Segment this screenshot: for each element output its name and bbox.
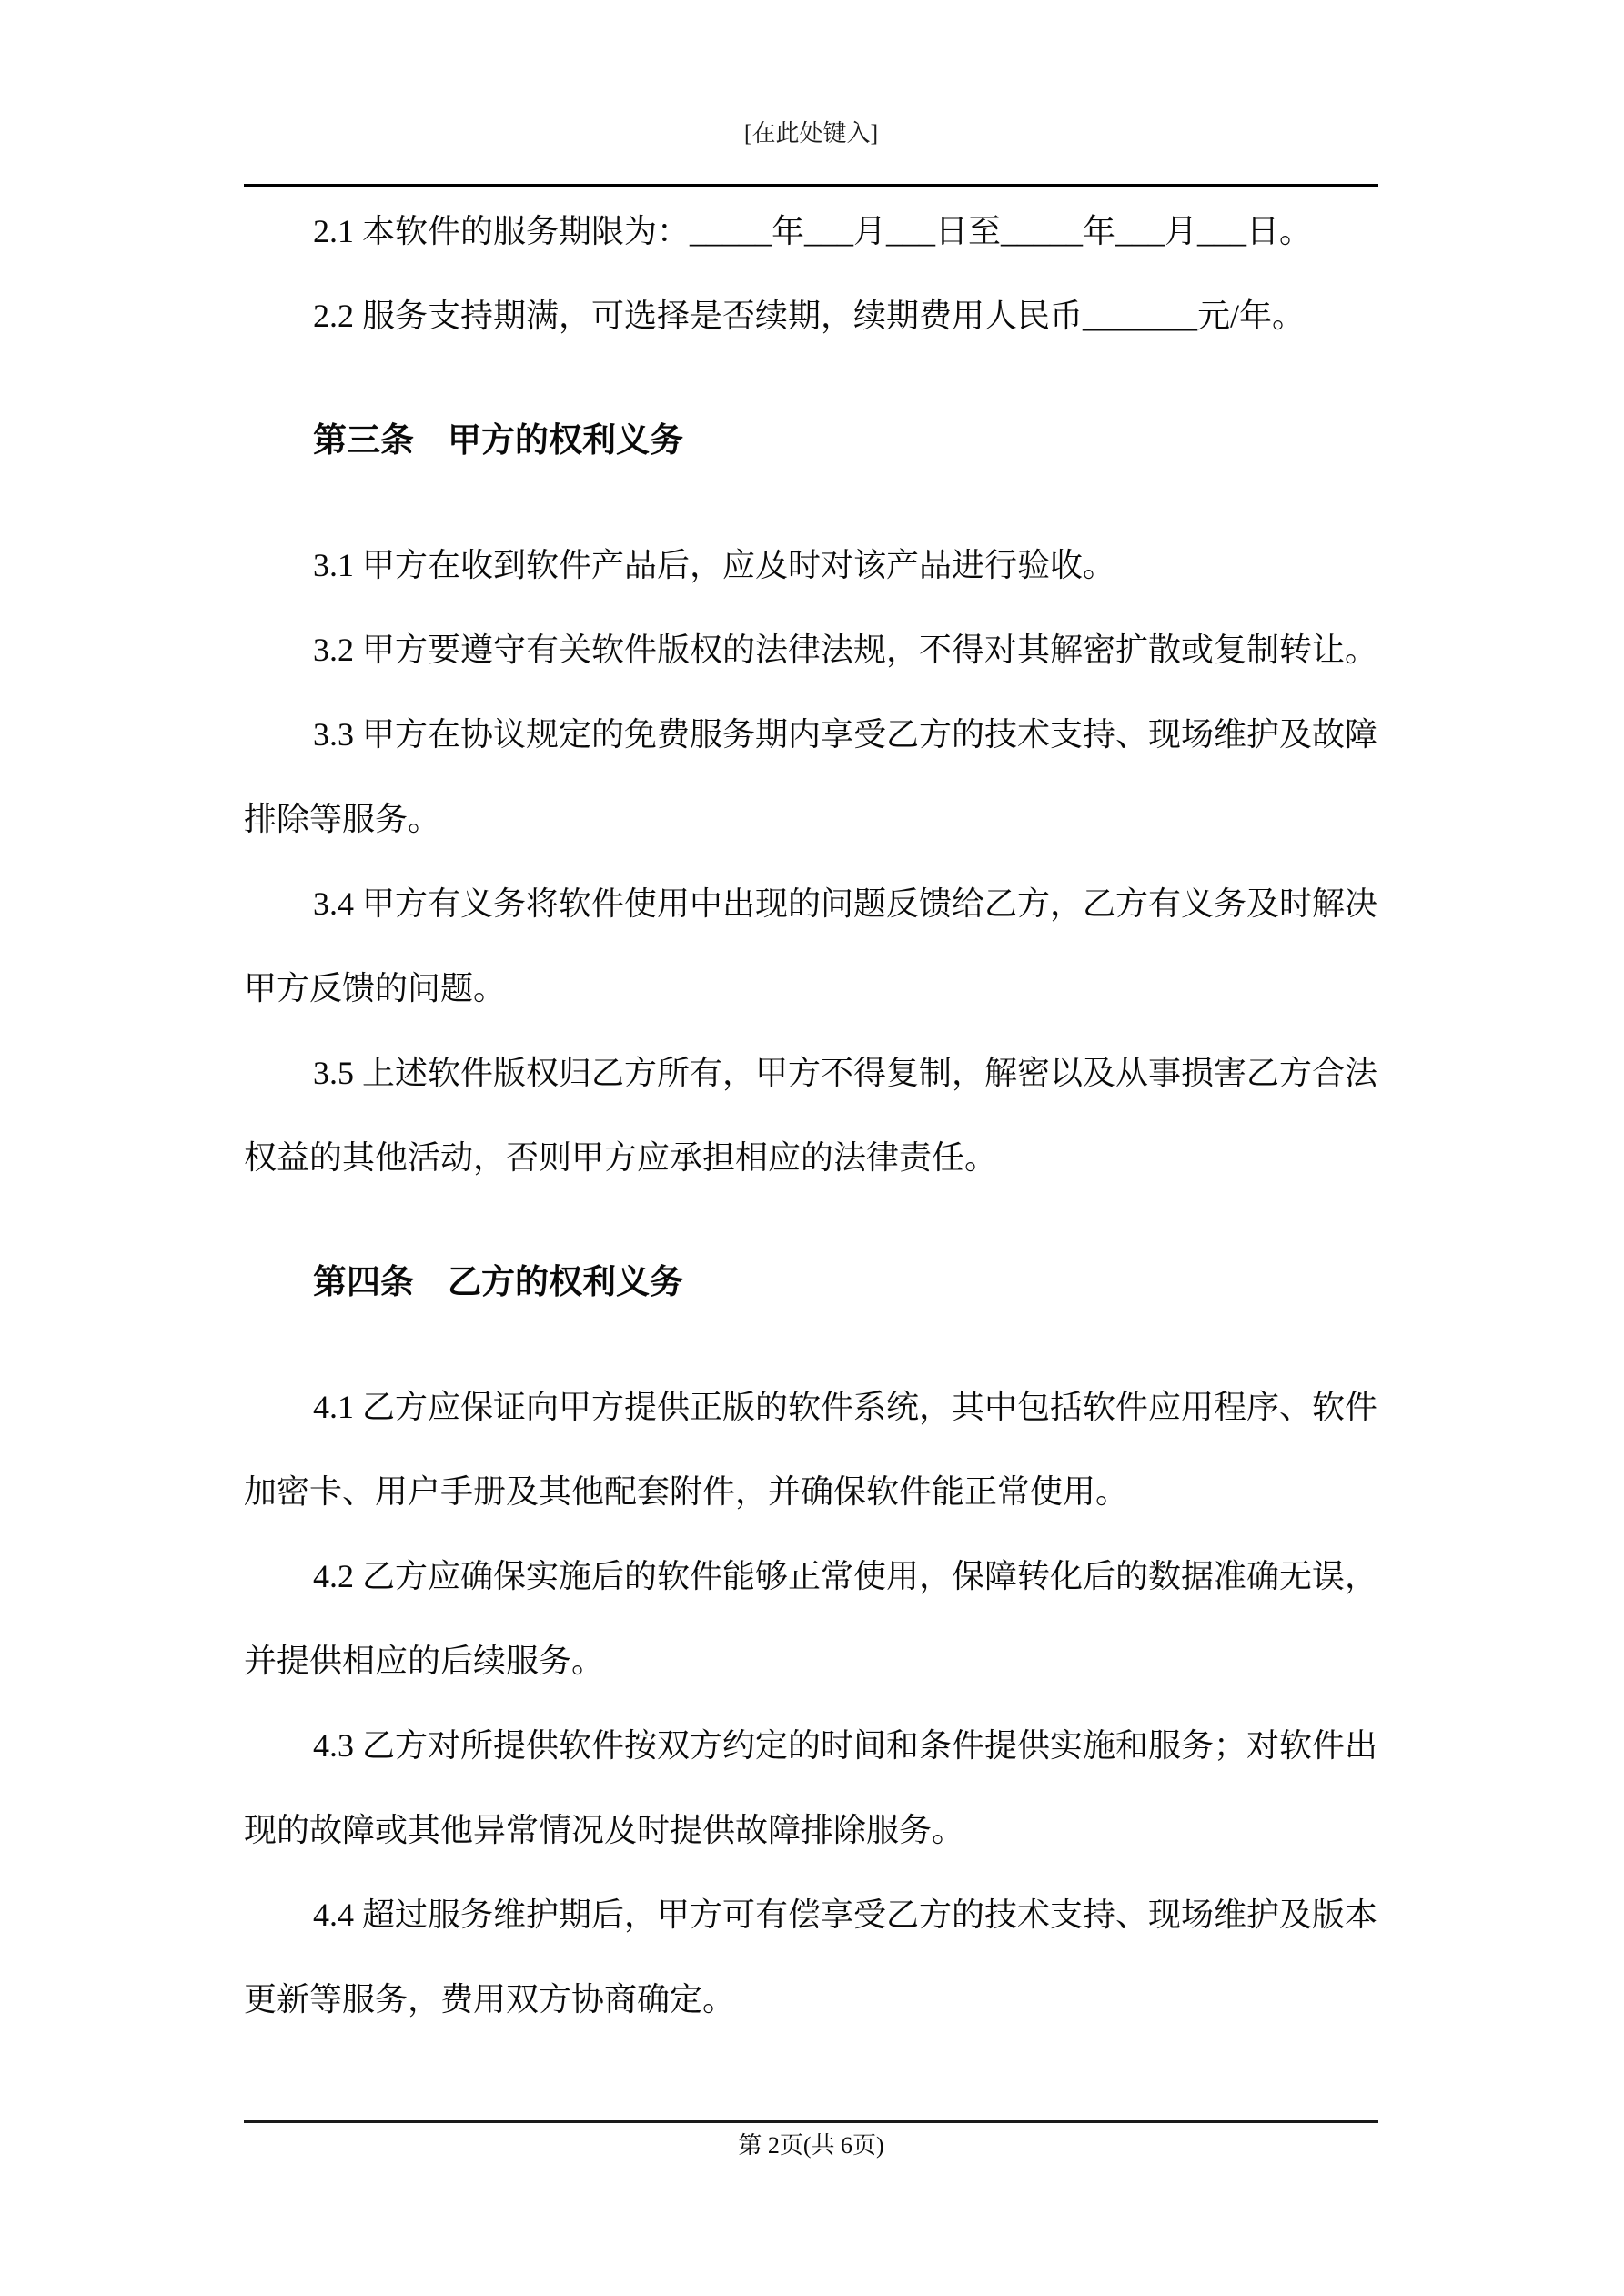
clause-continuation-line: 现的故障或其他异常情况及时提供故障排除服务。 bbox=[244, 1812, 965, 1848]
section-heading: 第三条 甲方的权利义务 bbox=[313, 422, 683, 460]
clause-continuation-line: 更新等服务，费用双方协商确定。 bbox=[244, 1981, 736, 2018]
page-number: 第 2页(共 6页) bbox=[738, 2132, 884, 2159]
clause-continuation-line: 并提供相应的后续服务。 bbox=[244, 1643, 605, 1679]
clause-line: 3.2 甲方要遵守有关软件版权的法律法规，不得对其解密扩散或复制转让。 bbox=[313, 632, 1378, 668]
clause-line: 4.3 乙方对所提供软件按双方约定的时间和条件提供实施和服务；对软件出 bbox=[313, 1727, 1378, 1764]
clause-continuation-line: 权益的其他活动，否则甲方应承担相应的法律责任。 bbox=[244, 1139, 998, 1176]
clause-line: 3.5 上述软件版权归乙方所有，甲方不得复制，解密以及从事损害乙方合法 bbox=[313, 1055, 1378, 1091]
section-heading: 第四条 乙方的权利义务 bbox=[313, 1264, 683, 1301]
clause-line: 4.1 乙方应保证向甲方提供正版的软件系统，其中包括软件应用程序、软件 bbox=[313, 1389, 1378, 1425]
clause-continuation-line: 排除等服务。 bbox=[244, 801, 441, 837]
clause-line: 3.1 甲方在收到软件产品后，应及时对该产品进行验收。 bbox=[313, 547, 1116, 583]
page-footer bbox=[244, 2120, 1378, 2165]
clause-line: 2.1 本软件的服务期限为：_____年___月___日至_____年___月___日。 bbox=[313, 213, 1313, 249]
clause-line: 4.4 超过服务维护期后，甲方可有偿享受乙方的技术支持、现场维护及版本 bbox=[313, 1896, 1378, 1933]
clause-continuation-line: 甲方反馈的问题。 bbox=[244, 970, 507, 1006]
clause-line: 3.3 甲方在协议规定的免费服务期内享受乙方的技术支持、现场维护及故障 bbox=[313, 716, 1378, 753]
document-body bbox=[244, 189, 1378, 2042]
page-header bbox=[244, 0, 1378, 187]
clause-line: 4.2 乙方应确保实施后的软件能够正常使用，保障转化后的数据准确无误， bbox=[313, 1558, 1378, 1594]
clause-continuation-line: 加密卡、用户手册及其他配套附件，并确保软件能正常使用。 bbox=[244, 1473, 1129, 1510]
clause-line: 3.4 甲方有义务将软件使用中出现的问题反馈给乙方，乙方有义务及时解决 bbox=[313, 885, 1378, 922]
clause-line: 2.2 服务支持期满，可选择是否续期，续期费用人民币_______元/年。 bbox=[313, 298, 1306, 334]
header-placeholder-text: [在此处键入] bbox=[743, 120, 879, 147]
